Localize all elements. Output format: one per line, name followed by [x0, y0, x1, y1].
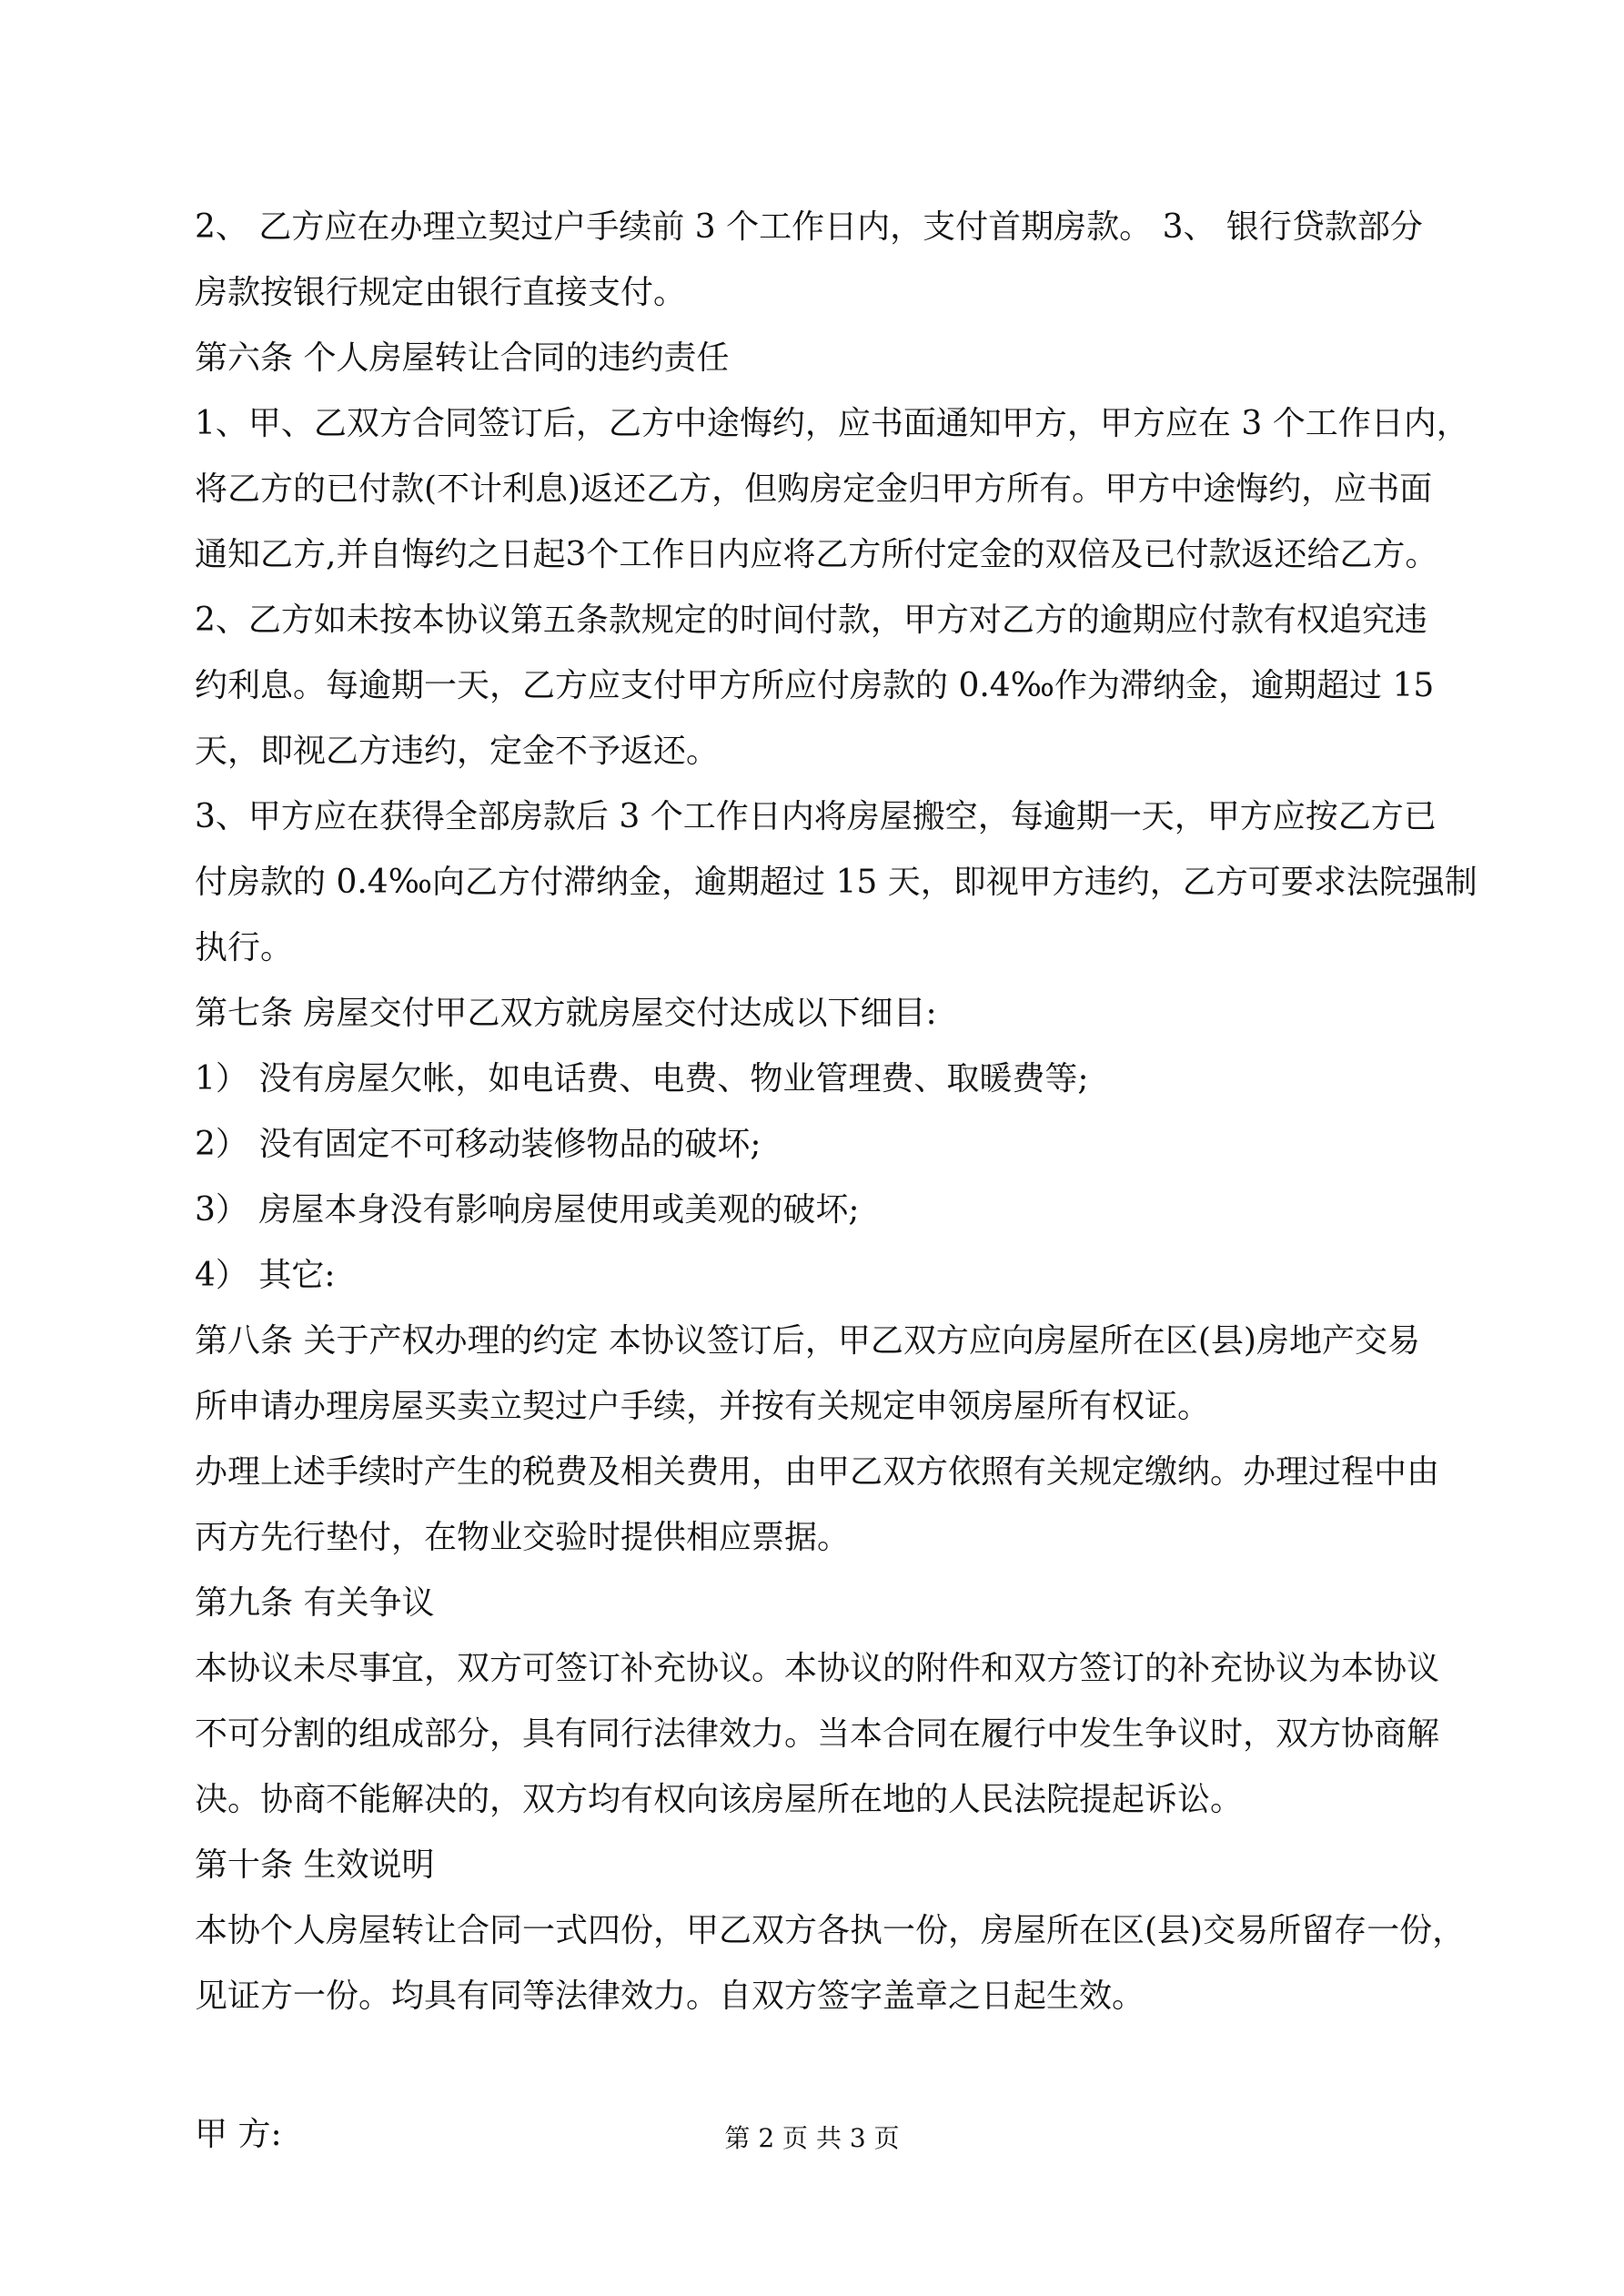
page-number: 第 2 页 共 3 页 — [724, 2123, 900, 2153]
text-line: 付房款的 0.4‰向乙方付滞纳金，逾期超过 15 天，即视甲方违约，乙方可要求法院强制 — [195, 864, 1478, 901]
text-line: 3、甲方应在获得全部房款后 3 个工作日内将房屋搬空，每逾期一天，甲方应按乙方已 — [195, 798, 1437, 835]
list-item: 3） 房屋本身没有影响房屋使用或美观的破坏; — [195, 1191, 860, 1229]
text-line: 本协个人房屋转让合同一式四份，甲乙双方各执一份，房屋所在区(县)交易所留存一份， — [195, 1912, 1466, 1949]
section-heading: 第六条 个人房屋转让合同的违约责任 — [195, 339, 730, 377]
contract-body — [195, 195, 1478, 2168]
text-line: 所申请办理房屋买卖立契过户手续，并按有关规定申领房屋所有权证。 — [195, 1388, 1211, 1425]
list-item: 2） 没有固定不可移动装修物品的破坏; — [195, 1126, 762, 1163]
section-heading: 第九条 有关争议 — [195, 1584, 435, 1622]
text-line: 2、乙方如未按本协议第五条款规定的时间付款，甲方对乙方的逾期应付款有权追究违 — [195, 602, 1427, 639]
section-heading: 第八条 关于产权办理的约定 本协议签订后，甲乙双方应向房屋所在区(县)房地产交易 — [195, 1322, 1420, 1360]
text-line: 天，即视乙方违约，定金不予返还。 — [195, 733, 720, 770]
text-line: 本协议未尽事宜，双方可签订补充协议。本协议的附件和双方签订的补充协议为本协议 — [195, 1650, 1440, 1687]
text-line: 不可分割的组成部分，具有同行法律效力。当本合同在履行中发生争议时，双方协商解 — [195, 1715, 1440, 1753]
text-line: 见证方一份。均具有同等法律效力。自双方签字盖章之日起生效。 — [195, 1977, 1145, 2015]
text-line: 将乙方的已付款(不计利息)返还乙方，但购房定金归甲方所有。甲方中途悔约，应书面 — [195, 470, 1433, 508]
list-item: 4） 其它: — [195, 1257, 336, 1294]
text-line: 1、甲、乙双方合同签订后，乙方中途悔约，应书面通知甲方，甲方应在 3 个工作日内， — [195, 405, 1469, 442]
section-heading: 第七条 房屋交付甲乙双方就房屋交付达成以下细目: — [195, 995, 937, 1032]
signature-label: 甲 方: — [195, 2116, 282, 2153]
text-line: 执行。 — [195, 929, 294, 966]
text-line: 通知乙方,并自悔约之日起3个工作日内应将乙方所付定金的双倍及已付款返还给乙方。 — [195, 536, 1438, 573]
list-item: 1） 没有房屋欠帐，如电话费、电费、物业管理费、取暖费等; — [195, 1060, 1089, 1097]
text-line: 办理上述手续时产生的税费及相关费用，由甲乙双方依照有关规定缴纳。办理过程中由 — [195, 1453, 1440, 1491]
text-line: 丙方先行垫付，在物业交验时提供相应票据。 — [195, 1519, 851, 1556]
spacer — [195, 2029, 1432, 2102]
section-heading: 第十条 生效说明 — [195, 1846, 435, 1884]
text-line: 房款按银行规定由银行直接支付。 — [195, 274, 687, 311]
text-line: 约利息。每逾期一天，乙方应支付甲方所应付房款的 0.4‰作为滞纳金，逾期超过 15 — [195, 667, 1435, 704]
text-line: 决。协商不能解决的，双方均有权向该房屋所在地的人民法院提起诉讼。 — [195, 1781, 1244, 1818]
text-line: 2、 乙方应在办理立契过户手续前 3 个工作日内，支付首期房款。 3、 银行贷款部分 — [195, 208, 1423, 246]
